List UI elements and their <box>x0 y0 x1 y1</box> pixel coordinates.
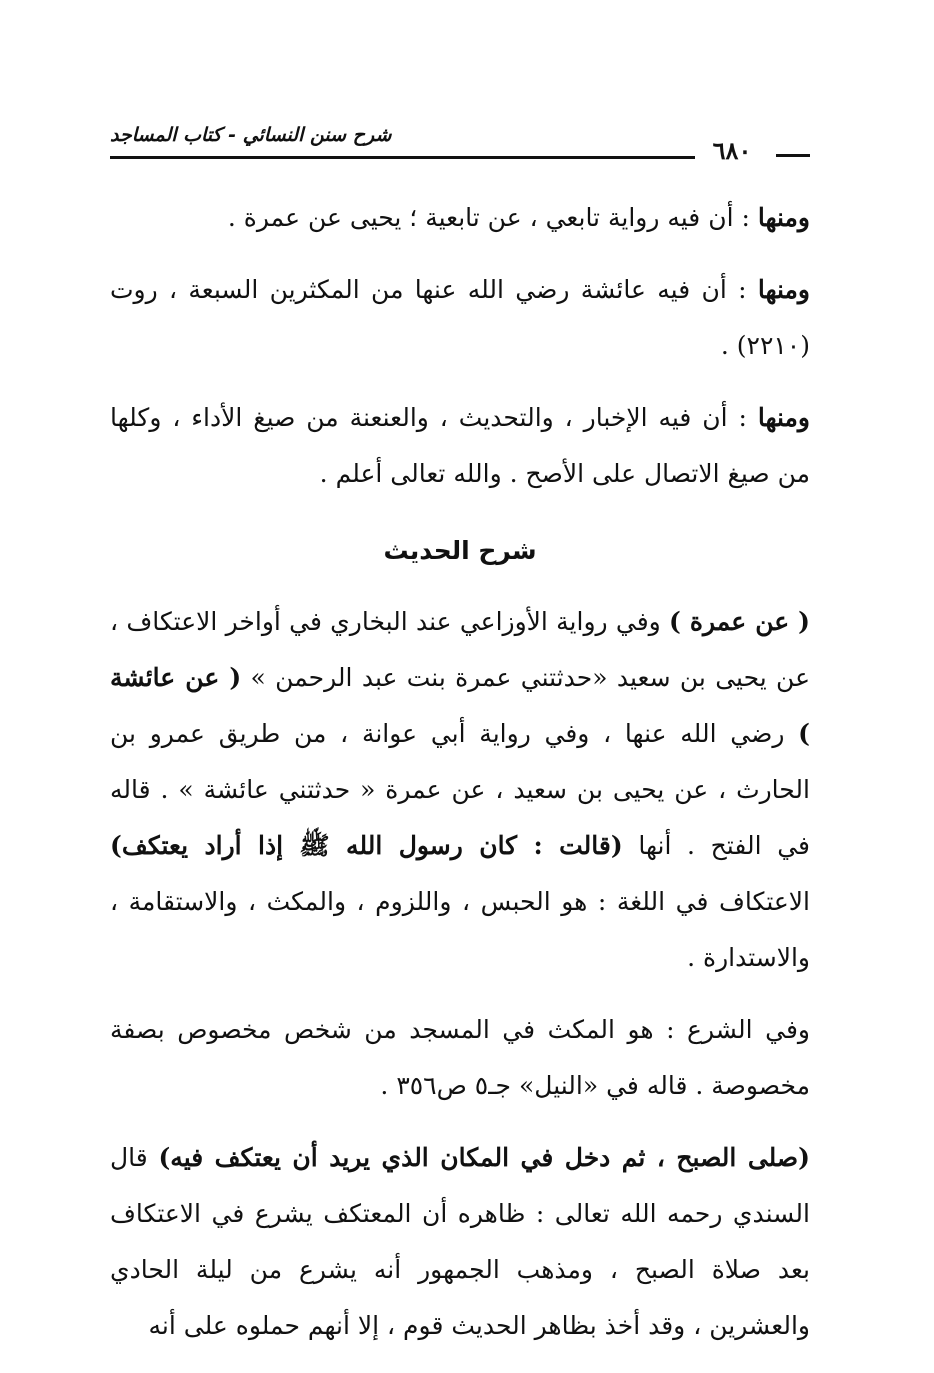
page-number: ٦٨٠ <box>712 136 752 165</box>
page-number-dash <box>776 154 810 157</box>
page-header <box>110 118 810 174</box>
paragraph-text: : أن فيه الإخبار ، والتحديث ، والعنعنة من صيغ الأداء ، وكلها من صيغ الاتصال على الأصح . والله تعالى أعلم . <box>110 403 810 488</box>
paragraph-text: : أن فيه عائشة رضي الله عنها من المكثرين السبعة ، روت (٢٢١٠) . <box>110 275 810 360</box>
paragraph-3 <box>110 390 810 502</box>
running-title: شرح سنن النسائي - كتاب المساجد <box>110 124 392 146</box>
paragraph-text: : أن فيه رواية تابعي ، عن تابعية ؛ يحيى عن عمرة . <box>227 203 758 232</box>
section-heading: شرح الحديث <box>383 536 537 565</box>
paragraph-1 <box>110 190 810 246</box>
paragraph-2 <box>110 262 810 374</box>
paragraph-text: قال السندي رحمه الله تعالى : ظاهره أن المعتكف يشرع في الاعتكاف بعد صلاة الصبح ، ومذهب الجمهور أنه يشرع من ليلة الحادي والعشرين ، وقد أخذ بظاهر الحديث قوم ، إلا أنهم حملوه على أنه <box>110 1143 810 1340</box>
paragraph-text: رضي الله عنها ، وفي رواية أبي عوانة ، من طريق عمرو بن الحارث ، عن يحيى بن سعيد ، عن عمرة « حدثتني عائشة » . قاله في الفتح . أنها <box>110 719 810 860</box>
paragraph-lead: ومنها <box>757 275 810 304</box>
paragraph-text: الاعتكاف في اللغة : هو الحبس ، واللزوم ، والمكث ، والاستقامة ، والاستدارة . <box>110 887 810 972</box>
paragraph-5: وفي الشرع : هو المكث في المسجد من شخص مخصوص بصفة مخصوصة . قاله في «النيل» جـ٥ ص٣٥٦ . <box>110 1015 810 1100</box>
paragraph-6 <box>110 1130 810 1354</box>
paragraph-text: وفي رواية الأوزاعي عند البخاري في أواخر الاعتكاف ، عن يحيى بن سعيد «حدثتني عمرة بنت عبد الرحمن » <box>110 607 810 692</box>
hadith-quote: ( عن عمرة ) <box>669 607 811 636</box>
hadith-quote: ( عن عائشة ) <box>110 663 810 748</box>
hadith-quote: (قالت : كان رسول الله ﷺ إذا أراد يعتكف) <box>110 831 623 860</box>
hadith-quote: (صلى الصبح ، ثم دخل في المكان الذي يريد أن يعتكف فيه) <box>158 1143 810 1172</box>
paragraph-lead: ومنها <box>757 203 810 232</box>
paragraph-4 <box>110 594 810 986</box>
header-rule <box>110 156 695 159</box>
paragraph-lead: ومنها <box>757 403 810 432</box>
page-body <box>110 190 810 1354</box>
